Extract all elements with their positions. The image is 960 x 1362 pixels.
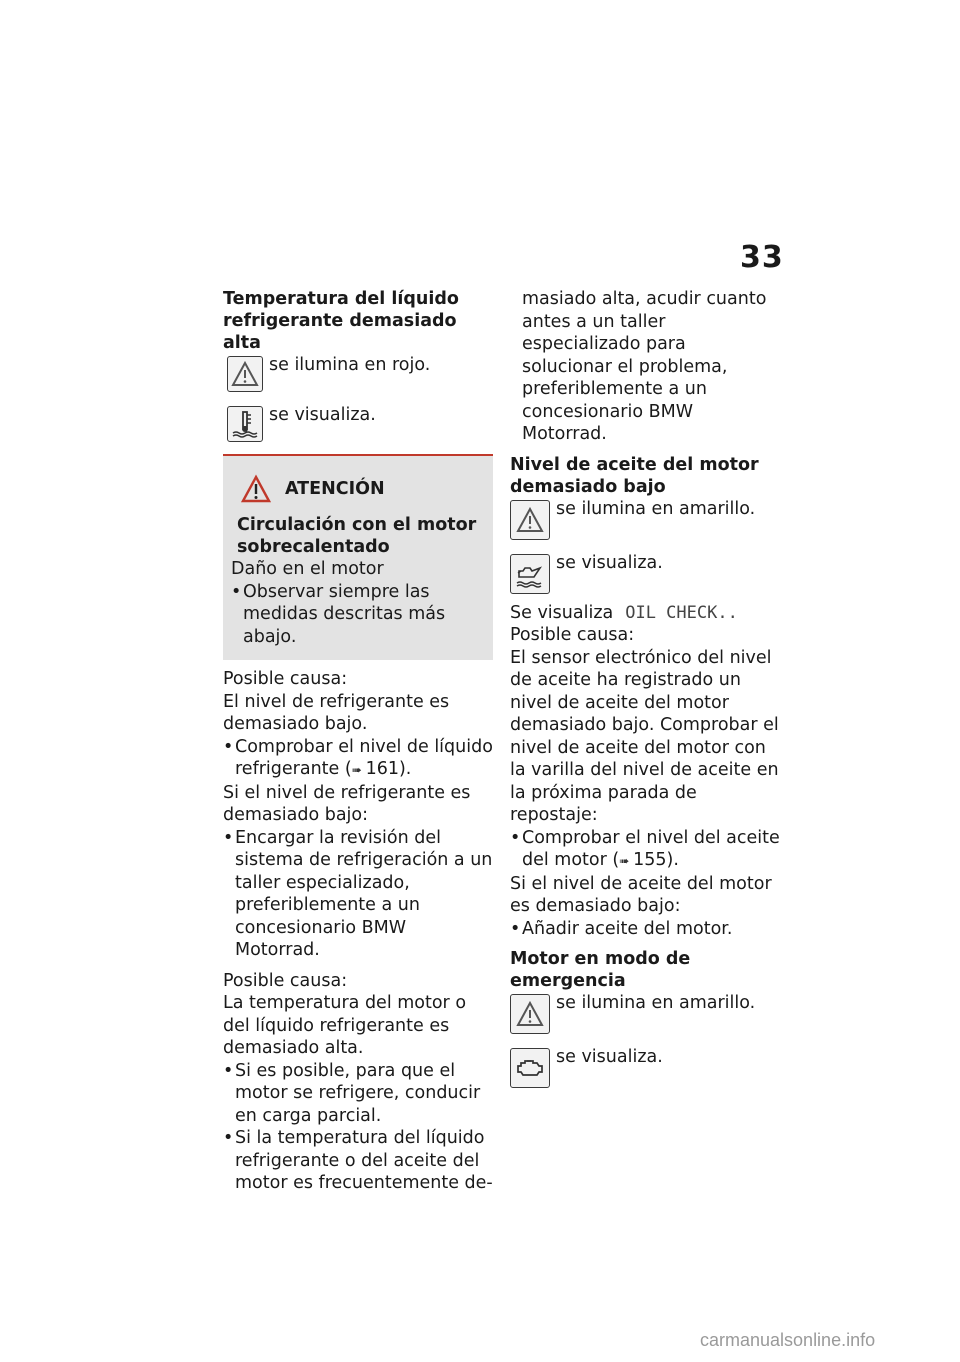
warning-subtitle: Circulación con el motor sobrecalentado: [237, 515, 477, 557]
page-reference[interactable]: 155).: [633, 850, 679, 870]
section-heading-oil: Nivel de aceite del motor demasiado bajo: [510, 454, 759, 497]
warning-title: ATENCIÓN: [285, 478, 385, 499]
coolant-light-row: [227, 404, 493, 442]
warning-triangle-icon: [510, 994, 550, 1034]
list-item: • Encargar la revisión del sistema de refrigeración a un taller especializado, preferiblemente a un concesionario BMW Motorrad.: [223, 827, 493, 960]
page-reference[interactable]: 161).: [365, 759, 412, 779]
icon-description: se ilumina en amarillo.: [556, 498, 756, 519]
cause-text: La temperatura del motor o del líquido refrigerante es demasiado alta.: [223, 993, 467, 1058]
left-column: [223, 288, 493, 1195]
list-item: • Añadir aceite del motor.: [510, 918, 733, 939]
display-line: Se visualiza OIL CHECK..: [510, 602, 738, 623]
cause-label: Posible causa:: [223, 970, 348, 991]
condition-text: Si el nivel de refrigerante es demasiado bajo:: [223, 782, 471, 825]
warning-box: [223, 454, 493, 660]
warning-light-row: [510, 498, 780, 540]
display-code: OIL CHECK..: [625, 602, 738, 623]
cause-text: El sensor electrónico del nivel de aceite ha registrado un nivel de aceite del motor demasiado bajo. Comprobar el nivel de aceite del motor con la varilla del nivel de aceite en la próxima parada de repostaje:: [510, 647, 779, 825]
warning-line: Daño en el motor: [231, 559, 384, 579]
coolant-temperature-icon: [227, 406, 263, 442]
warning-triangle-icon: [510, 500, 550, 540]
list-item: • Si la temperatura del líquido refrigerante o del aceite del motor es frecuentemente de-: [223, 1128, 493, 1193]
cause-label: Posible causa:: [510, 625, 635, 645]
list-item: • Si es posible, para que el motor se refrigere, conducir en carga parcial.: [223, 1060, 481, 1126]
list-item: • Comprobar el nivel de líquido refrigerante (➠ 161).: [223, 736, 493, 779]
icon-description: se visualiza.: [269, 405, 376, 425]
continuation-text: masiado alta, acudir cuanto antes a un taller especializado para solucionar el problema, preferiblemente a un concesionario BMW Motorrad.: [522, 289, 767, 444]
list-item: • Comprobar el nivel del aceite del motor (➠ 155).: [510, 827, 780, 870]
warning-light-row: [510, 992, 780, 1034]
condition-text: Si el nivel de aceite del motor es demasiado bajo:: [510, 873, 772, 916]
warning-triangle-icon: [227, 356, 263, 392]
watermark: carmanualsonline.info: [700, 1330, 876, 1350]
icon-description: se visualiza.: [556, 552, 663, 573]
icon-description: se visualiza.: [556, 1047, 663, 1067]
section-heading-emergency: Motor en modo de emergencia: [510, 949, 691, 991]
warning-triangle-icon: [241, 474, 271, 504]
arrow-ref-icon: ➠: [619, 854, 634, 868]
arrow-ref-icon: ➠: [351, 763, 366, 777]
cause-text: El nivel de refrigerante es demasiado bajo.: [223, 691, 450, 734]
oil-light-row: [510, 552, 780, 594]
warning-light-row: [227, 354, 493, 392]
engine-light-row: [510, 1046, 780, 1088]
page-number: 33: [740, 240, 784, 275]
warning-header: [241, 474, 485, 504]
right-column: [510, 288, 780, 1088]
icon-description: se ilumina en amarillo.: [556, 993, 756, 1013]
cause-label: Posible causa:: [223, 669, 348, 689]
engine-icon: [510, 1048, 550, 1088]
oil-can-icon: [510, 554, 550, 594]
warning-bullet: • Observar siempre las medidas descritas más abajo.: [231, 581, 446, 647]
section-heading-coolant: Temperatura del líquido refrigerante demasiado alta: [223, 289, 459, 353]
icon-description: se ilumina en rojo.: [269, 355, 431, 375]
